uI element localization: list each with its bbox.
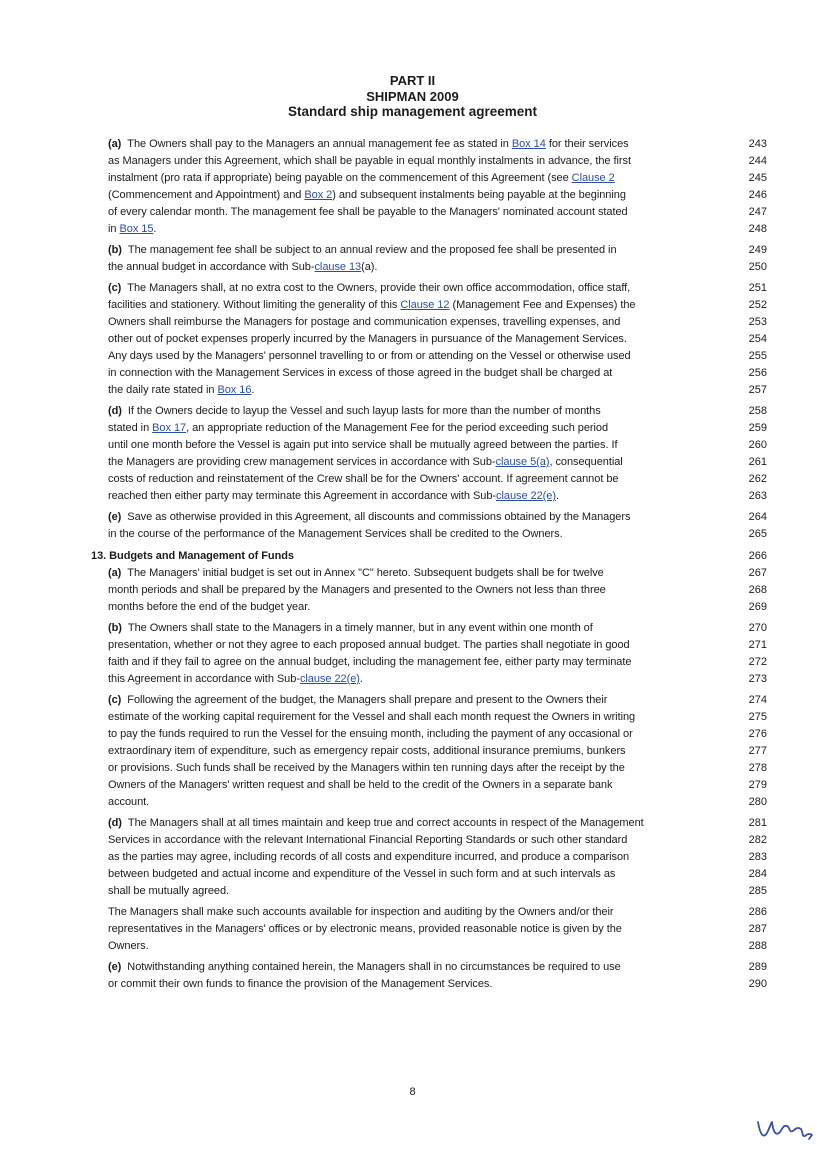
line-number: 253	[748, 316, 767, 328]
form-name: SHIPMAN 2009	[366, 88, 459, 104]
text-line	[108, 940, 149, 952]
text-line	[108, 439, 617, 451]
text-line	[108, 473, 618, 485]
text-run: .	[359, 673, 363, 685]
cross-reference-link[interactable]: Box 17	[152, 422, 187, 434]
text-line	[108, 906, 613, 918]
text-line	[108, 511, 630, 523]
cross-reference-link[interactable]: clause 22(e)	[299, 673, 360, 685]
text-run: for their services	[545, 138, 629, 150]
cross-reference-link[interactable]: clause 5(a)	[495, 456, 550, 468]
line-number: 255	[748, 350, 767, 362]
text-run: The Managers' initial budget is set out in Annex "C" hereto. Subsequent budgets shall be for twelve	[121, 567, 604, 579]
cross-reference-link[interactable]: Box 16	[217, 384, 252, 396]
line-number: 265	[748, 528, 767, 540]
line-number: 286	[748, 906, 767, 918]
text-run: estimate of the working capital requirement for the Vessel and shall each month request the Owners in writing	[108, 711, 636, 723]
text-line	[108, 299, 636, 311]
text-run: reached then either party may terminate this Agreement in accordance with Sub-	[108, 490, 497, 502]
line-number: 252	[748, 299, 767, 311]
text-run: .	[251, 384, 255, 396]
line-number: 279	[748, 779, 767, 791]
text-run: Following the agreement of the budget, the Managers shall prepare and present to the Owners their	[121, 694, 608, 706]
line-number: 289	[748, 961, 767, 973]
text-run: shall be mutually agreed.	[108, 885, 230, 897]
text-run: If the Owners decide to layup the Vessel and such layup lasts for more than the number of months	[121, 405, 601, 417]
text-run: as Managers under this Agreement, which shall be payable in equal monthly instalments in advance, the first	[108, 155, 631, 167]
text-line	[108, 728, 633, 740]
text-line	[108, 384, 254, 396]
text-run: in	[108, 223, 120, 235]
text-run: instalment (pro rata if appropriate) being payable on the commencement of this Agreement (see	[108, 172, 572, 184]
text-run: months before the end of the budget year.	[108, 601, 311, 613]
line-number: 278	[748, 762, 767, 774]
text-run: Services in accordance with the relevant International Financial Reporting Standards or such other standard	[108, 834, 628, 846]
text-run: other out of pocket expenses properly incurred by the Managers in pursuance of the Management Services.	[108, 333, 627, 345]
clause-letter: (a)	[108, 138, 122, 150]
text-run: Notwithstanding anything contained herein, the Managers shall in no circumstances be required to use	[121, 961, 621, 973]
text-line	[108, 567, 604, 579]
text-run: Owners shall reimburse the Managers for postage and communication expenses, travelling expenses, and	[108, 316, 621, 328]
line-number: 267	[748, 567, 767, 579]
text-line	[108, 138, 629, 150]
text-run: in the course of the performance of the Management Services shall be credited to the Owners.	[108, 528, 563, 540]
line-number: 268	[748, 584, 767, 596]
line-number: 281	[748, 817, 767, 829]
line-number: 258	[748, 405, 767, 417]
text-run: The Managers shall make such accounts available for inspection and auditing by the Owners and/or their	[108, 906, 614, 918]
text-run: faith and if they fail to agree on the annual budget, including the management fee, either party may terminate	[108, 656, 632, 668]
line-number: 274	[748, 694, 767, 706]
text-run: 13. Budgets and Management of Funds	[91, 550, 294, 562]
text-run: presentation, whether or not they agree to each proposed annual budget. The parties shall negotiate in good	[108, 639, 630, 651]
text-line	[108, 745, 626, 757]
text-line	[108, 796, 149, 808]
line-number: 246	[748, 189, 767, 201]
line-number: 264	[748, 511, 767, 523]
text-run: (Commencement and Appointment) and	[108, 189, 305, 201]
part-label: PART II	[389, 73, 436, 88]
line-number: 251	[748, 282, 767, 294]
text-run: stated in	[108, 422, 153, 434]
text-run: The Owners shall state to the Managers in a timely manner, but in any event within one month of	[121, 622, 593, 634]
text-run: ) and subsequent instalments being payable at the beginning	[332, 189, 626, 201]
line-number: 280	[748, 796, 767, 808]
clause-letter: (b)	[108, 244, 122, 256]
text-line	[108, 456, 623, 468]
text-line	[108, 528, 563, 540]
text-line	[108, 779, 612, 791]
line-number: 261	[748, 456, 767, 468]
text-line	[108, 817, 644, 829]
text-line	[108, 923, 622, 935]
cross-reference-link[interactable]: Box 14	[511, 138, 546, 150]
text-line	[108, 244, 617, 256]
line-number: 256	[748, 367, 767, 379]
text-run: in connection with the Management Services in excess of those agreed in the budget shall be charged at	[108, 367, 613, 379]
document-title: Standard ship management agreement	[287, 104, 538, 119]
text-run: The management fee shall be subject to an annual review and the proposed fee shall be presented in	[121, 244, 617, 256]
text-run: , an appropriate reduction of the Management Fee for the period exceeding such period	[186, 422, 609, 434]
text-line	[108, 711, 635, 723]
section-heading	[91, 550, 294, 562]
text-line	[108, 405, 601, 417]
text-run: until one month before the Vessel is again put into service shall be mutually agreed between the parties. If	[108, 439, 618, 451]
text-run: this Agreement in accordance with Sub-	[108, 673, 300, 685]
clause-letter: (c)	[108, 282, 122, 294]
text-line	[108, 694, 607, 706]
text-run: .	[555, 490, 559, 502]
text-line	[108, 851, 629, 863]
text-run: , consequential	[549, 456, 623, 468]
text-line	[108, 868, 615, 880]
text-run: month periods and shall be prepared by the Managers and presented to the Owners not less than three	[108, 584, 606, 596]
line-number: 257	[748, 384, 767, 396]
line-number: 270	[748, 622, 767, 634]
text-run: costs of reduction and reinstatement of the Crew shall be for the Owners' account. If agreement cannot be	[108, 473, 619, 485]
text-run: Owners of the Managers' written request and shall be held to the credit of the Owners in a separate bank	[108, 779, 613, 791]
page-header	[0, 73, 825, 120]
text-run: Save as otherwise provided in this Agreement, all discounts and commissions obtained by the Managers	[121, 511, 631, 523]
line-number: 250	[748, 261, 767, 273]
text-run: .	[153, 223, 157, 235]
text-line	[108, 584, 606, 596]
text-line	[108, 261, 377, 273]
text-run: account.	[108, 796, 150, 808]
line-number: 248	[748, 223, 767, 235]
text-line	[108, 223, 156, 235]
text-run: (a).	[361, 261, 378, 273]
cross-reference-link[interactable]: Clause 12	[400, 299, 450, 311]
line-number: 249	[748, 244, 767, 256]
text-line	[108, 673, 363, 685]
clause-letter: (e)	[108, 961, 122, 973]
text-line	[108, 885, 229, 897]
clause-letter: (b)	[108, 622, 122, 634]
text-run: extraordinary item of expenditure, such as emergency repair costs, additional insurance premiums, bunkers	[108, 745, 626, 757]
cross-reference-link[interactable]: clause 22(e)	[496, 490, 556, 502]
text-run: The Managers shall at all times maintain and keep true and correct accounts in respect of the Management	[121, 817, 644, 829]
text-line	[108, 961, 621, 973]
handwritten-initials	[754, 1108, 814, 1148]
text-line	[108, 333, 627, 345]
text-line	[108, 189, 626, 201]
line-number: 283	[748, 851, 767, 863]
text-run: to pay the funds required to run the Vessel for the ensuing month, including the payment of any occasional or	[108, 728, 633, 740]
text-line	[108, 490, 559, 502]
line-number: 247	[748, 206, 767, 218]
line-number: 276	[748, 728, 767, 740]
cross-reference-link[interactable]: Clause 2	[571, 172, 615, 184]
text-line	[108, 639, 630, 651]
text-line	[108, 367, 612, 379]
text-run: Any days used by the Managers' personnel travelling to or from or attending on the Vessel or otherwise used	[108, 350, 631, 362]
text-line	[108, 155, 631, 167]
text-run: of every calendar month. The management fee shall be payable to the Managers' nominated account stated	[108, 206, 628, 218]
line-number: 263	[748, 490, 767, 502]
text-line	[108, 978, 492, 990]
line-number: 288	[748, 940, 767, 952]
text-line	[108, 762, 625, 774]
line-number: 259	[748, 422, 767, 434]
line-number: 285	[748, 885, 767, 897]
text-run: the daily rate stated in	[108, 384, 218, 396]
clause-letter: (d)	[108, 405, 122, 417]
text-line	[108, 282, 630, 294]
clause-letter: (d)	[108, 817, 122, 829]
line-number: 284	[748, 868, 767, 880]
line-number: 244	[748, 155, 767, 167]
text-run: the Managers are providing crew management services in accordance with Sub-	[108, 456, 496, 468]
text-run: as the parties may agree, including records of all costs and expenditure incurred, and produce a comparison	[108, 851, 630, 863]
text-line	[108, 422, 608, 434]
text-run: between budgeted and actual income and expenditure of the Vessel in such form and at such intervals as	[108, 868, 616, 880]
line-number: 275	[748, 711, 767, 723]
line-number: 282	[748, 834, 767, 846]
line-number: 272	[748, 656, 767, 668]
page-number: 8	[409, 1086, 416, 1098]
text-line	[108, 350, 631, 362]
text-line	[108, 206, 628, 218]
line-number: 260	[748, 439, 767, 451]
text-line	[108, 834, 627, 846]
clause-letter: (c)	[108, 694, 122, 706]
text-run: facilities and stationery. Without limiting the generality of this	[108, 299, 401, 311]
text-line	[108, 316, 620, 328]
text-run: The Owners shall pay to the Managers an annual management fee as stated in	[121, 138, 512, 150]
text-line	[108, 172, 615, 184]
line-number: 254	[748, 333, 767, 345]
line-number: 266	[748, 550, 767, 562]
line-number: 269	[748, 601, 767, 613]
line-number: 290	[748, 978, 767, 990]
line-number: 271	[748, 639, 767, 651]
cross-reference-link[interactable]: clause 13	[314, 261, 362, 273]
text-line	[108, 601, 310, 613]
text-run: representatives in the Managers' offices or by electronic means, provided reasonable notice is given by the	[108, 923, 622, 935]
line-number: 273	[748, 673, 767, 685]
text-line	[108, 622, 593, 634]
text-line	[108, 656, 631, 668]
cross-reference-link[interactable]: Box 2	[304, 189, 333, 201]
text-run: Owners.	[108, 940, 149, 952]
text-run: or commit their own funds to finance the provision of the Management Services.	[108, 978, 493, 990]
line-number: 277	[748, 745, 767, 757]
line-number: 287	[748, 923, 767, 935]
clause-letter: (e)	[108, 511, 122, 523]
line-number: 262	[748, 473, 767, 485]
text-run: The Managers shall, at no extra cost to the Owners, provide their own office accommodation, office staff,	[121, 282, 631, 294]
cross-reference-link[interactable]: Box 15	[119, 223, 154, 235]
line-number: 243	[748, 138, 767, 150]
text-run: (Management Fee and Expenses) the	[449, 299, 636, 311]
text-run: the annual budget in accordance with Sub-	[108, 261, 315, 273]
text-run: or provisions. Such funds shall be received by the Managers within ten running days after the receipt by the	[108, 762, 625, 774]
clause-letter: (a)	[108, 567, 122, 579]
line-number: 245	[748, 172, 767, 184]
